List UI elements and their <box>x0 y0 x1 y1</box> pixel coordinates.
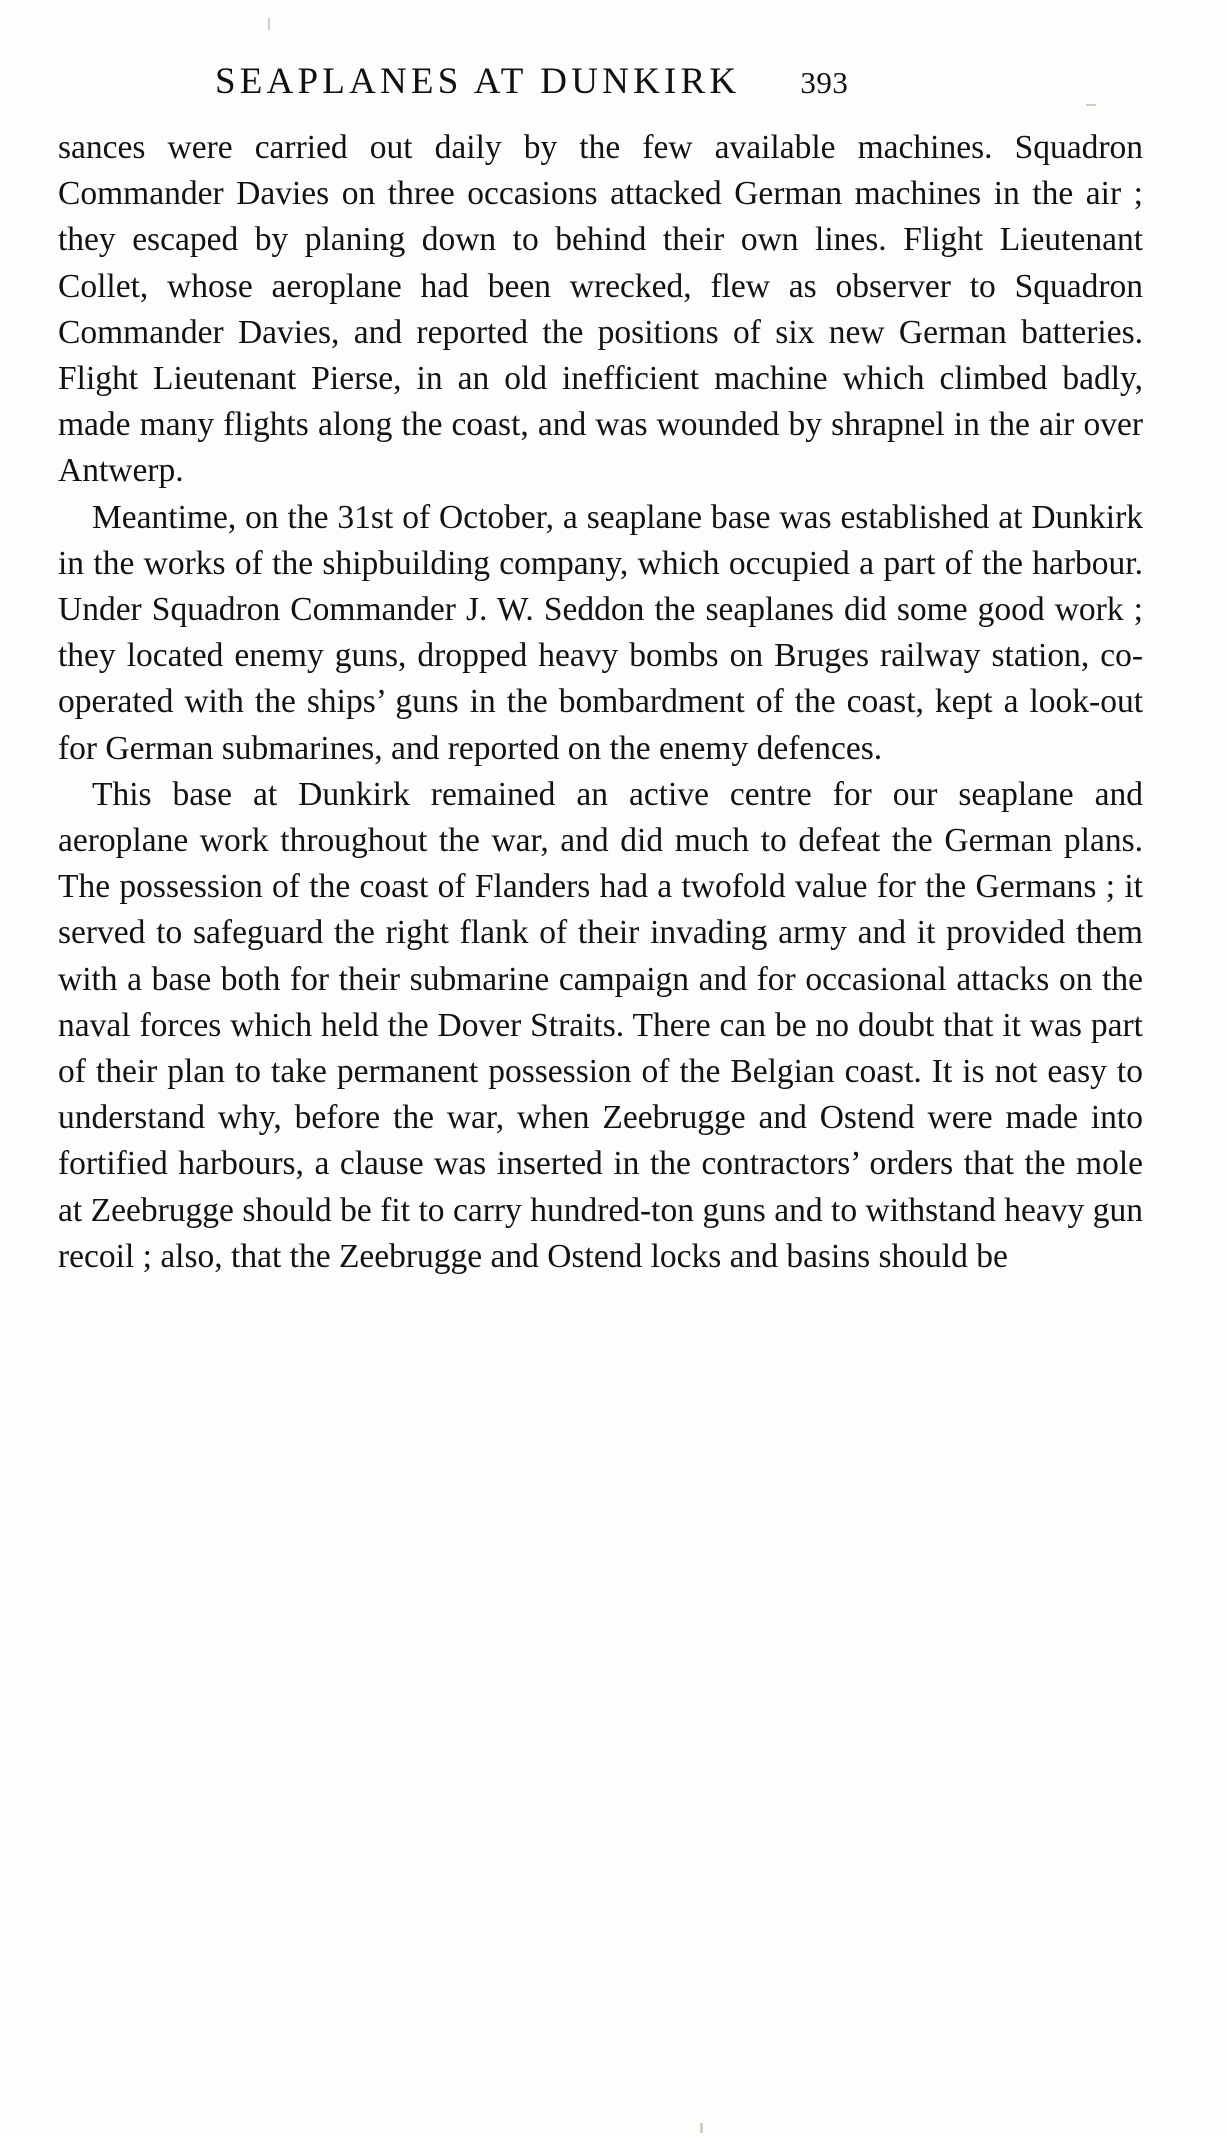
paragraph: This base at Dunkirk remained an active centre for our seaplane and aeroplane work throughout the war, and did much to defeat the German plans. The possession of the coast of Flanders had a twofold value for the Germans ; it served to safeguard the right flank of their invading army and it provided them with a base both for their submarine campaign and for occasional attacks on the naval forces which held the Dover Straits. There can be no doubt that it was part of their plan to take permanent possession of the Belgian coast. It is not easy to understand why, before the war, when Zeebrugge and Ostend were made into fortified harbours, a clause was inserted in the contractors’ orders that the mole at Zeebrugge should be fit to carry hundred-ton guns and to withstand heavy gun recoil ; also, that the Zeebrugge and Ostend locks and basins should be <box>58 775 1143 1275</box>
running-title: SEAPLANES AT DUNKIRK <box>215 61 741 102</box>
paper-speck <box>700 2123 703 2133</box>
paragraph: sances were carried out daily by the few available machines. Squadron Commander Davies on three occasions attacked German machines in the air ; they escaped by planing down to behind their own lines. Flight Lieutenant Collet, whose aeroplane had been wrecked, flew as observer to Squadron Commander Davies, and reported the positions of six new German batteries. Flight Lieutenant Pierse, in an old inefficient machine which climbed badly, made many flights along the coast, and was wounded by shrapnel in the air over Antwerp. <box>58 129 1143 490</box>
page-header <box>40 60 1165 103</box>
page-number: 393 <box>800 65 849 100</box>
paragraph: Meantime, on the 31st of October, a seaplane base was established at Dunkirk in the works of the shipbuilding company, which occupied a part of the harbour. Under Squadron Commander J. W. Seddon the seaplanes did some good work ; they located enemy guns, dropped heavy bombs on Bruges railway station, co-operated with the ships’ guns in the bombardment of the coast, kept a look-out for German submarines, and reported on the enemy defences. <box>58 498 1143 767</box>
paper-speck <box>268 18 270 30</box>
body-text <box>40 125 1165 1280</box>
